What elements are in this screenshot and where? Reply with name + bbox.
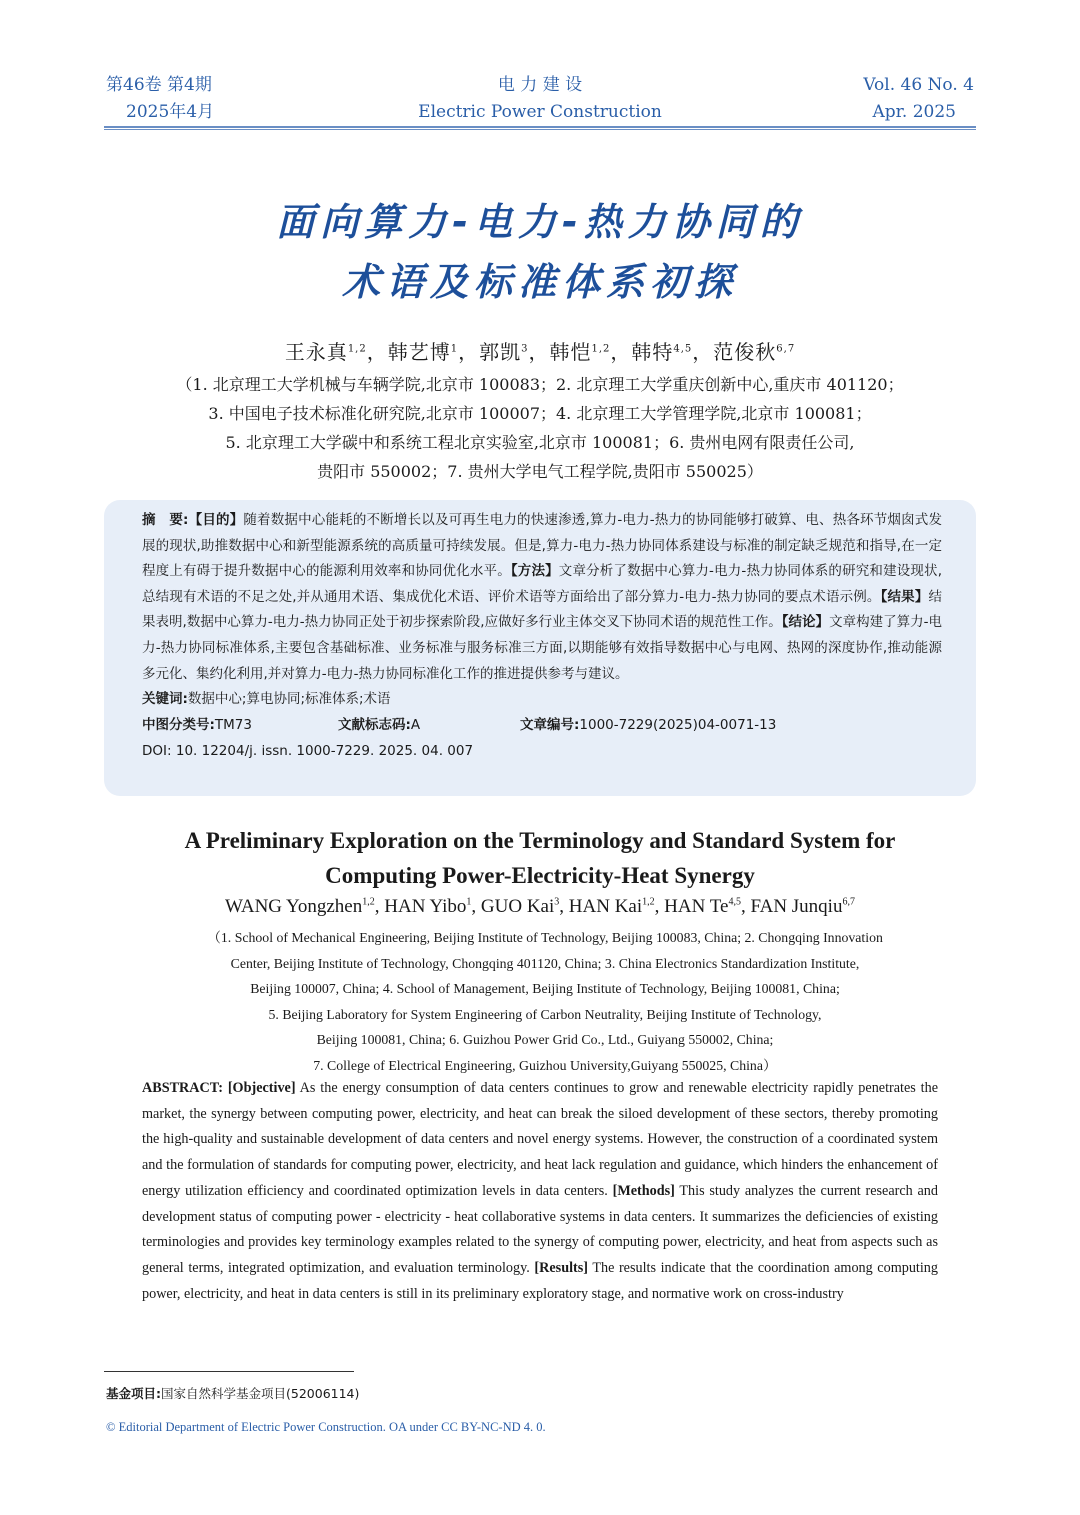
chinese-title-line2: 术语及标准体系初探 [341, 260, 738, 304]
abstract-conclusion: 文章构建了算力-电力-热力协同标准体系,主要包含基础标准、业务标准与服务标准三方面,以期能够有效指导数据中心与电网、热网的深度协作,推动能源多元化、集约化利用,并对算力-电力-热力协同标准化工作的推进提供参考与建议。 [142, 614, 943, 682]
doi[interactable]: 10. 12204/j. issn. 1000-7229. 2025. 04. 007 [175, 742, 474, 759]
abstract-objective: As the energy consumption of data centers continues to grow and renewable electricity rapidly penetrates the market, the synergy between computing power, electricity, and heat can break the siloed development of these sectors, thereby promoting the high-quality and sustainable development of data centers and novel energy systems. However, the construction of a coordinated system and the formulation of standards for computing power, electricity, and heat lack regulation and guidance, which hinders the enhancement of energy utilization efficiency and coordinated optimization levels in data centers. [142, 1080, 939, 1199]
issue-date-en: Apr. 2025 [872, 102, 956, 122]
classification-row [142, 713, 942, 739]
author-name: 韩艺博 [387, 340, 451, 364]
abstract-tag-methods: 【方法】 [510, 563, 559, 580]
journal-name-cn: 电 力 建 设 [497, 75, 583, 95]
chinese-title-line1: 面向算力-电力-热力协同的 [276, 200, 804, 244]
affiliation-line: 5. 北京理工大学碳中和系统工程北京实验室,北京市 100081；6. 贵州电网有限责任公司, [225, 433, 855, 452]
affiliation-line: 5. Beijing Laboratory for System Engineering of Carbon Neutrality, Beijing Institute of Technology, [268, 1006, 822, 1022]
author-affiliation-mark: 1,2 [642, 896, 655, 908]
abstract-objective: 随着数据中心能耗的不断增长以及可再生电力的快速渗透,算力-电力-热力的协同能够打破算、电、热各环节烟囱式发展的现状,助推数据中心和新型能源系统的高质量可持续发展。但是,算力-电力-热力协同体系建设与标准的制定缺乏规范和指导,在一定程度上有碍于提升数据中心的能源利用效率和协同优化水平。 [142, 512, 942, 580]
author-name: WANG Yongzhen [225, 896, 363, 917]
header-divider-thin [104, 129, 976, 130]
english-authors: WANG Yongzhen$^{1,2}$, HAN Yibo$^1$, GUO Kai$^3$, HAN Kai$^{1,2}$, HAN Te$^{4,5}$, FAN Junqiu$^{6,7}$ [225, 896, 855, 917]
author-name: GUO Kai [480, 896, 555, 917]
author-name: 郭凯 [479, 340, 522, 364]
author-affiliation-mark: 1 [466, 896, 472, 908]
affiliation-line: （1. School of Mechanical Engineering, Beijing Institute of Technology, Beijing 100083, China; 2. Chongqing Innovation [207, 930, 883, 945]
funding-text: 国家自然科学基金项目(52006114) [161, 1386, 360, 1401]
abstract-tag-objective: [Objective] [227, 1080, 296, 1096]
footnote-divider [104, 1371, 354, 1372]
doc-code: A [410, 716, 421, 733]
abstract-label: ABSTRACT: [142, 1080, 223, 1096]
author-affiliation-mark: 6,7 [842, 896, 855, 908]
english-title-line2: Computing Power-Electricity-Heat Synergy [325, 863, 755, 888]
author-affiliation-mark: 1,2 [591, 343, 611, 355]
doi-row [142, 739, 942, 765]
author-affiliation-mark: 1,2 [362, 896, 375, 908]
affiliation-line: 7. College of Electrical Engineering, Guizhou University,Guiyang 550025, China） [313, 1057, 777, 1073]
author-affiliation-mark: 6,7 [776, 343, 796, 355]
author-name: 范俊秋 [713, 340, 777, 364]
keywords-row [142, 687, 942, 713]
volume-issue-en: Vol. 46 No. 4 [863, 75, 974, 95]
abstract-label: 摘 要: [142, 512, 189, 528]
keywords: 数据中心;算电协同;标准体系;术语 [187, 691, 391, 708]
abstract-results: 结果表明,数据中心算力-电力-热力协同正处于初步探索阶段,应做好多行业主体交叉下协同术语的规范性工作。 [142, 588, 942, 631]
doc-code-label: 文献标志码: [338, 716, 411, 733]
funding-label: 基金项目: [106, 1386, 161, 1401]
author-name: 韩恺 [549, 340, 592, 364]
english-title-line1: A Preliminary Exploration on the Terminology and Standard System for [184, 828, 896, 853]
author-name: HAN Yibo [384, 896, 467, 917]
chinese-affiliations [120, 370, 960, 486]
affiliation-line: Beijing 100007, China; 4. School of Management, Beijing Institute of Technology, Beijing 100081, China; [250, 981, 840, 996]
chinese-title [0, 192, 1080, 312]
volume-issue: 第46卷 第4期 [106, 75, 212, 95]
affiliation-line: 贵阳市 550002；7. 贵州大学电气工程学院,贵阳市 550025） [317, 462, 763, 481]
article-no-label: 文章编号: [520, 716, 580, 733]
author-affiliation-mark: 1,2 [347, 343, 367, 355]
clc-label: 中图分类号: [142, 716, 215, 733]
author-affiliation-mark: 4,5 [673, 343, 693, 355]
clc-code: TM73 [214, 716, 252, 733]
abstract-tag-results: [Results] [534, 1259, 588, 1276]
abstract-tag-methods: [Methods] [612, 1182, 675, 1199]
affiliation-line: 3. 中国电子技术标准化研究院,北京市 100007；4. 北京理工大学管理学院,北京市 100081； [208, 404, 872, 423]
english-abstract [142, 1076, 938, 1307]
abstract-tag-conclusion: 【结论】 [781, 614, 830, 631]
author-name: 王永真 [284, 340, 348, 364]
abstract-tag-objective: 【目的】 [188, 512, 244, 528]
author-name: FAN Junqiu [750, 896, 843, 917]
funding-note [106, 1384, 359, 1402]
issue-date: 2025年4月 [126, 102, 215, 122]
chinese-authors: 王永真$^{1,2}$，韩艺博$^1$，郭凯$^3$，韩恺$^{1,2}$，韩特$^{4,5}$，范俊秋$^{6,7}$ [284, 340, 796, 364]
author-affiliation-mark: 3 [554, 896, 560, 908]
article-no: 1000-7229(2025)04-0071-13 [579, 716, 777, 733]
affiliation-line: Beijing 100081, China; 6. Guizhou Power Grid Co., Ltd., Guiyang 550002, China; [316, 1032, 774, 1047]
author-name: HAN Te [664, 896, 729, 917]
author-affiliation-mark: 3 [521, 343, 529, 355]
english-affiliations [150, 925, 940, 1078]
author-affiliation-mark: 1 [450, 343, 459, 355]
copyright-note: © Editorial Department of Electric Power Construction. OA under CC BY-NC-ND 4. 0. [106, 1420, 546, 1434]
doi-label: DOI: [142, 742, 172, 759]
journal-volume-en [863, 72, 974, 126]
affiliation-line: Center, Beijing Institute of Technology, Chongqing 401120, China; 3. China Electronics Standardization Institute, [230, 955, 860, 971]
keywords-label: 关键词: [142, 691, 188, 708]
abstract-methods: 文章分析了数据中心算力-电力-热力协同体系的研究和建设现状,总结现有术语的不足之处,并从通用术语、集成优化术语、评价术语等方面给出了部分算力-电力-热力协同的要点术语示例。 [142, 563, 943, 605]
english-title [0, 823, 1080, 893]
author-name: HAN Kai [568, 896, 643, 917]
abstract-methods: This study analyzes the current research and development status of computing power - electricity - heat collaborative systems in data centers. It summarizes the deficiencies of existing terminologies and provides key terminology examples related to the synergy of computing power, electricity, and heat from aspects such as general terms, integrated optimization, and evaluation terminology. [142, 1182, 938, 1276]
abstract-tag-results: 【结果】 [880, 588, 929, 605]
affiliation-line: （1. 北京理工大学机械与车辆学院,北京市 100083；2. 北京理工大学重庆创新中心,重庆市 401120； [176, 375, 904, 394]
chinese-abstract [142, 508, 942, 764]
abstract-results: The results indicate that the coordination among computing power, electricity, and heat in data centers is still in its preliminary exploratory stage, and normative work on cross-industry [142, 1259, 938, 1302]
journal-name-en: Electric Power Construction [418, 102, 662, 122]
author-affiliation-mark: 4,5 [728, 896, 741, 908]
header-divider [104, 126, 976, 128]
author-name: 韩特 [631, 340, 674, 364]
